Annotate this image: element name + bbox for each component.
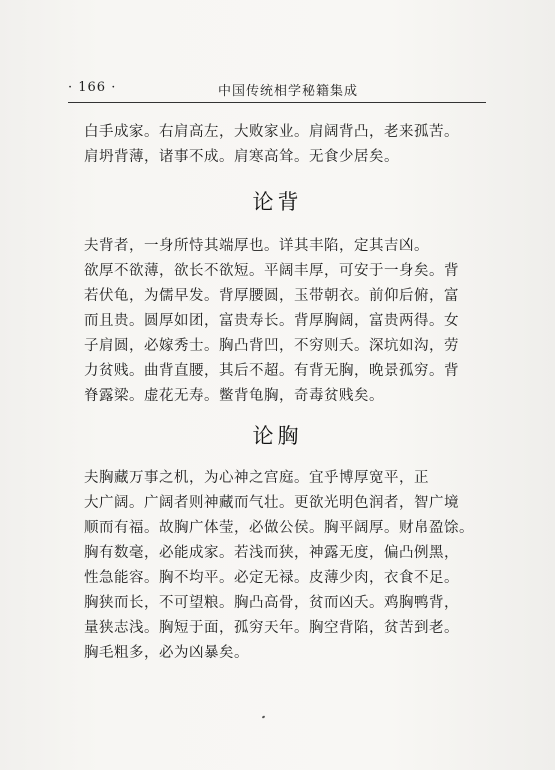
text-line: 大广阔。广阔者则神藏而气壮。更欲光明色润者，智广境 [84,495,459,511]
book-title: 中国传统相学秘籍集成 [218,84,359,99]
text-line: 胸狭而长，不可望粮。胸凸高骨，贫而凶夭。鸡胸鸭背， [84,595,459,611]
text-line: 夫胸藏万事之机，为心神之宫庭。宜乎博厚宽平，正 [84,470,429,486]
text-line: 夫背者，一身所恃其端厚也。详其丰陷，定其吉凶。 [84,238,429,254]
text-line: 力贫贱。曲背直腰，其后不超。有背无胸，晚景孤穷。背 [84,363,459,379]
text-line: 子肩圆，必嫁秀士。胸凸背凹，不穷则夭。深坑如沟，劳 [84,338,459,354]
section-heading-back: 论背 [252,190,303,214]
text-line: 而且贵。圆厚如团，富贵寿长。背厚胸阔，富贵两得。女 [84,313,459,329]
text-line: 顺而有福。故胸广体莹，必做公侯。胸平阔厚。财帛盈馀。 [84,520,474,536]
header-rule [68,102,486,103]
text-line: 肩坍背薄，诸事不成。肩寒高耸。无食少居矣。 [84,149,399,165]
text-line: 胸有数毫，必能成家。若浅而狭，神露无度，偏凸例黑， [84,545,459,561]
page-number: · 166 · [68,80,117,95]
page-header [68,78,486,102]
ink-speck [262,715,266,718]
section-heading-chest: 论胸 [252,424,303,448]
text-line: 性急能容。胸不均平。必定无禄。皮薄少肉，衣食不足。 [84,570,459,586]
text-line: 量狭志浅。胸短于面，孤穷天年。胸空背陷，贫苦到老。 [84,620,459,636]
text-line: 胸毛粗多，必为凶暴矣。 [84,645,249,661]
text-line: 欲厚不欲薄，欲长不欲短。平阔丰厚，可安于一身矣。背 [84,263,459,279]
text-line: 若伏龟，为儒早发。背厚腰圆，玉带朝衣。前仰后俯，富 [84,288,459,304]
text-line: 脊露梁。虚花无寿。鳖背龟胸，奇毒贫贱矣。 [84,388,384,404]
text-line: 白手成家。右肩高左，大败家业。肩阔背凸，老来孤苦。 [84,124,459,140]
